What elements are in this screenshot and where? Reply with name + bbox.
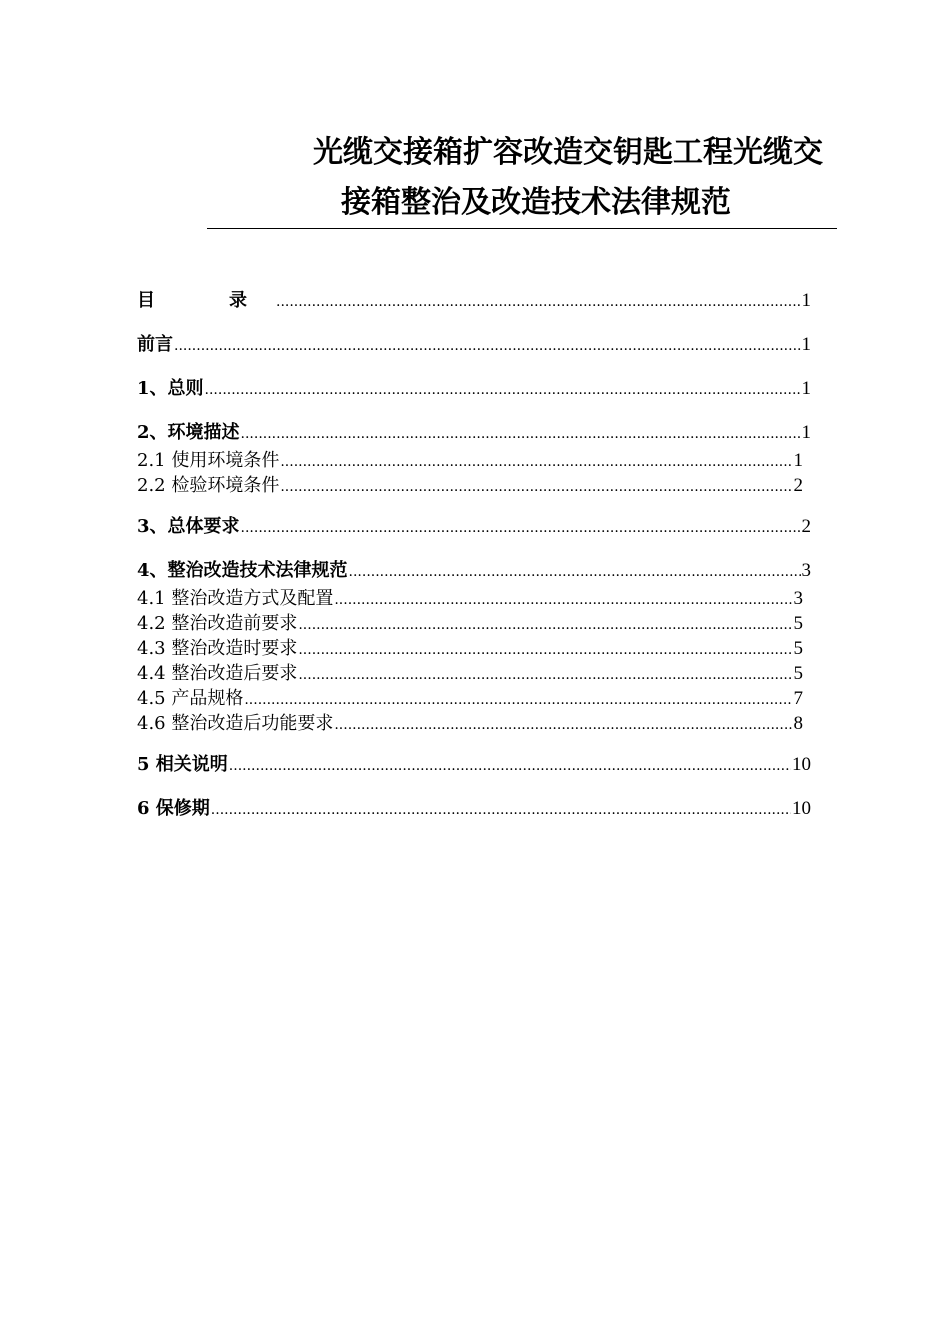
document-title: [205, 128, 837, 228]
toc-entry-requirements[interactable]: [137, 512, 811, 542]
toc-leader-dots: [298, 611, 792, 638]
title-line-2: 接箱整治及改造技术法律规范: [341, 185, 731, 220]
toc-page-number: 7: [793, 688, 803, 709]
toc-subentry-4-3[interactable]: [137, 636, 803, 661]
toc-entry-label: 4.3 整治改造时要求: [137, 638, 298, 659]
toc-page-number: 1: [801, 334, 811, 355]
toc-subentry-4-6[interactable]: [137, 711, 803, 736]
toc-page-number: 2: [793, 475, 803, 496]
toc-page-number: 1: [793, 450, 803, 471]
toc-page-number: 3: [801, 560, 811, 581]
toc-subentry-4-5[interactable]: [137, 686, 803, 711]
toc-page-number: 5: [793, 663, 803, 684]
toc-subentry-4-2[interactable]: [137, 611, 803, 636]
toc-entry-label: 2.1 使用环境条件: [137, 450, 280, 471]
toc-leader-dots: [280, 448, 792, 475]
toc-page-number: 10: [792, 754, 811, 775]
toc-leader-dots: [349, 556, 801, 587]
toc-page-number: 5: [793, 638, 803, 659]
title-underline: [207, 228, 837, 229]
toc-page-number: 1: [801, 378, 811, 399]
toc-subentry-4-1[interactable]: [137, 586, 803, 611]
toc-page-number: 3: [793, 588, 803, 609]
toc-subentry-4-4[interactable]: [137, 661, 803, 686]
toc-page-number: 10: [792, 798, 811, 819]
toc-leader-dots: [244, 686, 792, 713]
toc-leader-dots: [241, 512, 801, 543]
toc-leader-dots: [241, 418, 801, 449]
toc-entry-warranty[interactable]: [137, 794, 811, 824]
toc-entry-label: 3、总体要求: [137, 516, 240, 537]
toc-page-number: 8: [793, 713, 803, 734]
toc-entry-label: 4.1 整治改造方式及配置: [137, 588, 334, 609]
toc-leader-dots: [276, 286, 801, 317]
toc-leader-dots: [174, 330, 801, 361]
toc-entry-label: 4.2 整治改造前要求: [137, 613, 298, 634]
toc-leader-dots: [205, 374, 801, 405]
toc-entry-label: 4.5 产品规格: [137, 688, 244, 709]
toc-entry-label: 前言: [137, 334, 173, 355]
title-line-1: 光缆交接箱扩容改造交钥匙工程光缆交: [313, 135, 823, 170]
toc-entry-label: 4.4 整治改造后要求: [137, 663, 298, 684]
toc-leader-dots: [280, 473, 792, 500]
toc-entry-label: 目 录: [137, 290, 275, 311]
toc-leader-dots: [229, 750, 791, 781]
toc-entry-specification[interactable]: [137, 556, 811, 586]
toc-page-number: 1: [801, 290, 811, 311]
toc-entry-contents[interactable]: [137, 286, 811, 316]
toc-entry-label: 6 保修期: [137, 798, 210, 819]
toc-subentry-2-1[interactable]: [137, 448, 803, 473]
toc-leader-dots: [298, 661, 792, 688]
toc-leader-dots: [334, 586, 792, 613]
toc-entry-label: 4.6 整治改造后功能要求: [137, 713, 334, 734]
toc-entry-label: 5 相关说明: [137, 754, 228, 775]
toc-subentry-2-2[interactable]: [137, 473, 803, 498]
toc-entry-label: 4、整治改造技术法律规范: [137, 560, 348, 581]
toc-entry-environment[interactable]: [137, 418, 811, 448]
toc-page-number: 5: [793, 613, 803, 634]
toc-leader-dots: [211, 794, 791, 825]
toc-entry-notes[interactable]: [137, 750, 811, 780]
table-of-contents: [137, 286, 811, 824]
toc-page-number: 2: [801, 516, 811, 537]
toc-leader-dots: [298, 636, 792, 663]
toc-page-number: 1: [801, 422, 811, 443]
toc-leader-dots: [334, 711, 792, 738]
toc-entry-label: 2.2 检验环境条件: [137, 475, 280, 496]
toc-entry-label: 1、总则: [137, 378, 204, 399]
toc-entry-preface[interactable]: [137, 330, 811, 360]
toc-entry-label: 2、环境描述: [137, 422, 240, 443]
toc-entry-general[interactable]: [137, 374, 811, 404]
